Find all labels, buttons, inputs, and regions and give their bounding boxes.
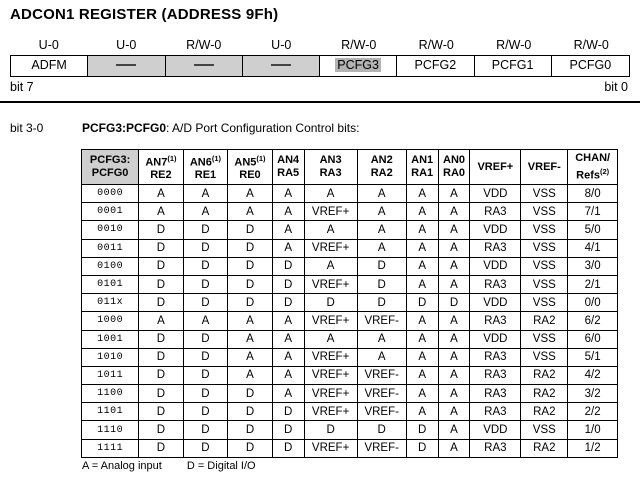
table-cell: VSS (521, 185, 568, 203)
field-name: PCFG3:PCFG0 (82, 121, 167, 135)
column-header (82, 150, 139, 185)
table-cell: D (183, 403, 228, 421)
table-row (82, 221, 618, 239)
table-cell: A (304, 221, 357, 239)
table-cell: RA3 (470, 239, 521, 257)
column-header-top: AN7 (145, 156, 168, 169)
bit-access-3: R/W-0 (341, 38, 377, 52)
table-cell: 3/0 (568, 257, 618, 275)
table-cell: VREF- (357, 403, 406, 421)
table-cell: D (357, 421, 406, 439)
column-header-bottom: RE0 (239, 169, 261, 182)
config-code-cell: 1011 (82, 366, 139, 384)
table-row (82, 239, 618, 257)
bit-access-4: U-0 (271, 38, 292, 52)
table-cell: A (406, 203, 438, 221)
table-cell: D (139, 403, 184, 421)
column-header-bottom: RE2 (150, 169, 172, 182)
table-cell: 1/0 (568, 421, 618, 439)
description-bit-range: bit 3-0 (10, 121, 44, 135)
table-cell: D (228, 294, 273, 312)
table-cell: 5/1 (568, 348, 618, 366)
table-cell: A (183, 185, 228, 203)
column-header (228, 150, 273, 185)
table-cell: VREF+ (304, 203, 357, 221)
unimplemented-dash-icon (116, 64, 136, 66)
column-header-bottom: Refs (576, 169, 600, 182)
bit-access-row (10, 37, 630, 53)
column-header (568, 150, 618, 185)
column-header-top: AN4 (277, 154, 300, 166)
table-cell: A (228, 312, 273, 330)
table-cell: VSS (521, 239, 568, 257)
bit-0-label: bit 0 (604, 80, 628, 94)
table-cell: VREF+ (304, 275, 357, 293)
table-cell: A (438, 221, 470, 239)
legend-digital: D = Digital I/O (186, 460, 256, 472)
legend-analog: A = Analog input (82, 460, 162, 472)
table-cell: A (272, 239, 304, 257)
table-cell: VREF- (357, 385, 406, 403)
column-header (438, 150, 470, 185)
bit-cell-4 (243, 56, 320, 76)
bit-cell-6 (88, 56, 165, 76)
table-cell: 4/1 (568, 239, 618, 257)
table-cell: D (139, 385, 184, 403)
table-cell: D (183, 275, 228, 293)
column-header-top: CHAN/ (575, 151, 611, 164)
table-cell: A (438, 239, 470, 257)
table-cell: A (438, 385, 470, 403)
table-cell: A (438, 312, 470, 330)
table-cell: 6/2 (568, 312, 618, 330)
bit-7-label: bit 7 (10, 80, 34, 94)
table-cell: VREF+ (304, 348, 357, 366)
column-header-bottom: RE1 (194, 169, 217, 182)
table-cell: 1/2 (568, 439, 618, 457)
table-cell: D (357, 294, 406, 312)
table-row (82, 421, 618, 439)
table-cell: RA3 (470, 366, 521, 384)
table-cell: D (438, 294, 470, 312)
table-cell: VSS (521, 275, 568, 293)
table-row (82, 257, 618, 275)
config-code-cell: 0000 (82, 185, 139, 203)
table-cell: D (228, 221, 273, 239)
register-title: ADCON1 REGISTER (ADDRESS 9Fh) (10, 6, 279, 23)
table-cell: D (139, 239, 184, 257)
table-cell: A (438, 185, 470, 203)
table-cell: A (183, 312, 228, 330)
column-header (139, 150, 184, 185)
table-cell: D (272, 403, 304, 421)
table-cell: A (438, 366, 470, 384)
table-row (82, 203, 618, 221)
config-code-cell: 011x (82, 294, 139, 312)
footnote-ref: (2) (599, 166, 610, 176)
table-cell: A (272, 366, 304, 384)
table-cell: D (183, 221, 228, 239)
table-cell: VREF- (357, 312, 406, 330)
table-cell: A (406, 312, 438, 330)
table-cell: RA2 (521, 403, 568, 421)
bit-access-0: R/W-0 (573, 38, 609, 52)
table-cell: D (183, 366, 228, 384)
column-header-top: PCFG3: (89, 154, 131, 166)
config-code-cell: 1001 (82, 330, 139, 348)
table-cell: A (139, 312, 184, 330)
table-cell: A (272, 221, 304, 239)
table-row (82, 330, 618, 348)
table-cell: VSS (521, 421, 568, 439)
table-cell: A (272, 330, 304, 348)
unimplemented-dash-icon (194, 64, 214, 66)
table-cell: D (183, 421, 228, 439)
table-cell: RA2 (521, 366, 568, 384)
table-cell: D (139, 439, 184, 457)
table-cell: A (304, 257, 357, 275)
table-cell: A (438, 403, 470, 421)
table-cell: RA3 (470, 348, 521, 366)
column-header-bottom: RA5 (277, 167, 300, 179)
table-cell: A (406, 403, 438, 421)
column-header (272, 150, 304, 185)
table-cell: VSS (521, 221, 568, 239)
bit-name: PCFG1 (491, 58, 534, 72)
column-header (357, 150, 406, 185)
table-cell: VSS (521, 294, 568, 312)
table-cell: RA3 (470, 403, 521, 421)
bit-access-5: R/W-0 (186, 38, 222, 52)
table-cell: D (183, 294, 228, 312)
table-cell: D (228, 239, 273, 257)
bit-access-6: U-0 (116, 38, 137, 52)
column-header (406, 150, 438, 185)
field-description (82, 121, 359, 135)
table-cell: A (406, 221, 438, 239)
table-cell: D (272, 275, 304, 293)
table-cell: A (406, 239, 438, 257)
table-row (82, 312, 618, 330)
table-cell: A (438, 421, 470, 439)
table-cell: VREF+ (304, 366, 357, 384)
column-header-bottom: PCFG0 (91, 167, 129, 179)
table-cell: D (139, 348, 184, 366)
table-cell: VDD (470, 330, 521, 348)
table-cell: D (183, 385, 228, 403)
table-cell: D (272, 439, 304, 457)
table-cell: 0/0 (568, 294, 618, 312)
bit-access-2: R/W-0 (418, 38, 454, 52)
bit-cell-3 (320, 56, 397, 76)
table-cell: 5/0 (568, 221, 618, 239)
table-cell: 2/1 (568, 275, 618, 293)
port-configuration-table (81, 149, 618, 458)
column-header-bottom: RA1 (411, 167, 434, 179)
table-cell: A (228, 366, 273, 384)
register-bit-map (10, 55, 630, 77)
column-header-top: AN5 (234, 156, 257, 169)
table-cell: VDD (470, 221, 521, 239)
table-cell: D (304, 421, 357, 439)
table-cell: A (438, 330, 470, 348)
table-cell: RA3 (470, 439, 521, 457)
table-cell: D (183, 348, 228, 366)
table-cell: A (272, 185, 304, 203)
table-cell: 8/0 (568, 185, 618, 203)
table-legend (82, 460, 256, 472)
table-cell: VREF+ (304, 312, 357, 330)
table-cell: D (272, 257, 304, 275)
section-divider (0, 101, 640, 103)
config-code-cell: 1000 (82, 312, 139, 330)
table-cell: D (406, 294, 438, 312)
unimplemented-dash-icon (271, 64, 291, 66)
table-cell: A (272, 312, 304, 330)
table-cell: RA3 (470, 385, 521, 403)
table-cell: A (304, 330, 357, 348)
table-cell: A (304, 185, 357, 203)
column-header-top: AN3 (319, 154, 342, 166)
table-cell: D (183, 330, 228, 348)
table-cell: VSS (521, 203, 568, 221)
table-cell: A (438, 439, 470, 457)
bit-access-7: U-0 (38, 38, 59, 52)
table-cell: A (438, 257, 470, 275)
column-header-bottom: RA0 (443, 167, 466, 179)
config-code-cell: 0100 (82, 257, 139, 275)
table-cell: A (357, 203, 406, 221)
table-cell: D (183, 439, 228, 457)
bit-cell-5 (166, 56, 243, 76)
table-cell: 4/2 (568, 366, 618, 384)
table-cell: RA2 (521, 439, 568, 457)
bit-name: PCFG2 (414, 58, 457, 72)
table-cell: A (438, 203, 470, 221)
table-row (82, 294, 618, 312)
config-code-cell: 0011 (82, 239, 139, 257)
table-header-row (82, 150, 618, 185)
table-cell: D (139, 330, 184, 348)
table-cell: VREF- (357, 366, 406, 384)
table-cell: A (406, 275, 438, 293)
table-cell: A (139, 185, 184, 203)
table-cell: D (183, 257, 228, 275)
config-code-cell: 0001 (82, 203, 139, 221)
table-cell: RA3 (470, 312, 521, 330)
table-cell: VDD (470, 294, 521, 312)
table-cell: D (357, 275, 406, 293)
bit-cell-7 (11, 56, 88, 76)
table-cell: D (139, 421, 184, 439)
bit-cell-2 (397, 56, 474, 76)
column-header (183, 150, 228, 185)
table-row (82, 275, 618, 293)
table-cell: D (272, 294, 304, 312)
table-cell: VDD (470, 185, 521, 203)
table-cell: D (139, 366, 184, 384)
table-cell: RA3 (470, 203, 521, 221)
bit-cell-0 (552, 56, 629, 76)
table-cell: RA3 (470, 275, 521, 293)
bit-access-1: R/W-0 (496, 38, 532, 52)
table-cell: D (228, 257, 273, 275)
table-cell: A (228, 203, 273, 221)
config-code-cell: 1010 (82, 348, 139, 366)
table-cell: VREF+ (304, 403, 357, 421)
footnote-ref: (1) (167, 153, 177, 163)
table-cell: D (139, 221, 184, 239)
table-row (82, 403, 618, 421)
table-cell: A (438, 348, 470, 366)
table-cell: A (357, 330, 406, 348)
table-cell: A (357, 239, 406, 257)
table-cell: A (438, 275, 470, 293)
column-header-top: AN0 (443, 154, 466, 166)
table-cell: A (357, 348, 406, 366)
table-cell: D (183, 239, 228, 257)
table-cell: A (406, 385, 438, 403)
column-header-top: AN6 (189, 156, 212, 169)
table-cell: A (228, 330, 273, 348)
table-cell: D (228, 403, 273, 421)
table-cell: RA2 (521, 312, 568, 330)
config-code-cell: 1111 (82, 439, 139, 457)
table-row (82, 439, 618, 457)
table-cell: A (139, 203, 184, 221)
footnote-ref: (1) (256, 153, 266, 163)
table-cell: D (139, 275, 184, 293)
column-header-top: AN1 (411, 154, 434, 166)
table-cell: A (357, 185, 406, 203)
table-cell: A (406, 330, 438, 348)
config-code-cell: 1100 (82, 385, 139, 403)
table-cell: VDD (470, 421, 521, 439)
config-code-cell: 1110 (82, 421, 139, 439)
table-cell: A (406, 348, 438, 366)
table-cell: A (272, 348, 304, 366)
table-cell: D (228, 385, 273, 403)
table-row (82, 366, 618, 384)
table-cell: 2/2 (568, 403, 618, 421)
table-cell: D (304, 294, 357, 312)
table-cell: VSS (521, 348, 568, 366)
table-cell: A (406, 257, 438, 275)
table-cell: VSS (521, 330, 568, 348)
table-cell: D (272, 421, 304, 439)
config-code-cell: 0010 (82, 221, 139, 239)
table-cell: 3/2 (568, 385, 618, 403)
table-cell: A (183, 203, 228, 221)
table-cell: VDD (470, 257, 521, 275)
table-cell: A (228, 348, 273, 366)
config-code-cell: 0101 (82, 275, 139, 293)
table-cell: D (139, 257, 184, 275)
column-header-bottom: RA2 (370, 167, 393, 179)
table-cell: VREF+ (304, 385, 357, 403)
table-cell: VSS (521, 257, 568, 275)
bit-cell-1 (475, 56, 552, 76)
bit-name: PCFG3 (337, 58, 379, 72)
footnote-ref: (1) (211, 153, 222, 163)
table-cell: D (357, 257, 406, 275)
column-header-bottom: RA3 (319, 167, 342, 179)
column-header-top: VREF+ (477, 160, 514, 173)
table-cell: 6/0 (568, 330, 618, 348)
config-code-cell: 1101 (82, 403, 139, 421)
bit-name: PCFG0 (569, 58, 612, 72)
bit-name: ADFM (31, 58, 67, 72)
column-header (470, 150, 521, 185)
table-row (82, 185, 618, 203)
column-header (521, 150, 568, 185)
table-row (82, 348, 618, 366)
table-cell: A (228, 185, 273, 203)
table-cell: D (139, 294, 184, 312)
table-cell: D (406, 421, 438, 439)
table-cell: VREF+ (304, 439, 357, 457)
field-description-text: : A/D Port Configuration Control bits: (166, 121, 360, 135)
table-cell: RA2 (521, 385, 568, 403)
table-cell: A (272, 203, 304, 221)
column-header (304, 150, 357, 185)
table-cell: A (406, 366, 438, 384)
table-cell: D (228, 421, 273, 439)
table-cell: A (272, 385, 304, 403)
table-row (82, 385, 618, 403)
column-header-top: VREF- (527, 160, 561, 173)
table-cell: 7/1 (568, 203, 618, 221)
table-cell: VREF- (357, 439, 406, 457)
table-cell: D (228, 275, 273, 293)
column-header-top: AN2 (370, 154, 393, 166)
table-cell: D (228, 439, 273, 457)
table-cell: D (406, 439, 438, 457)
table-cell: A (406, 185, 438, 203)
table-cell: A (357, 221, 406, 239)
table-cell: VREF+ (304, 239, 357, 257)
